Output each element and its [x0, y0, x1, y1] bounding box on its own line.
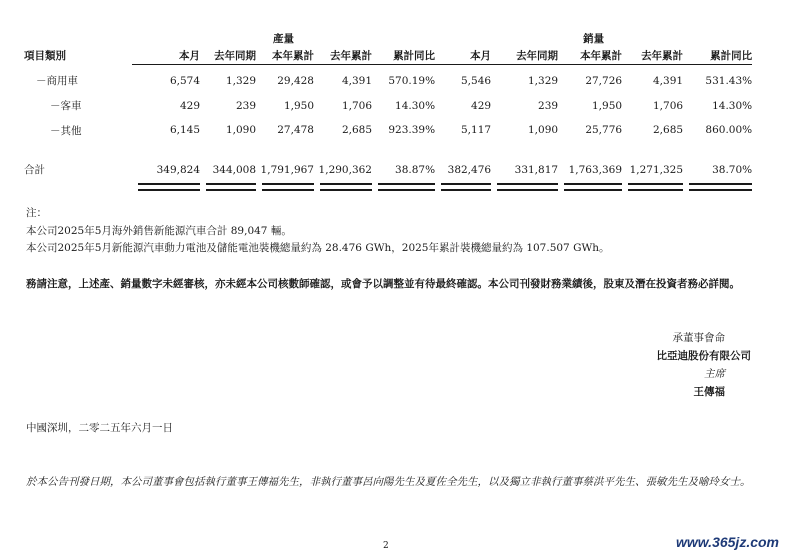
note-line-1: 本公司2025年5月海外銷售新能源汽車合計 89,047 輛。 — [26, 225, 292, 237]
table-cell: 429 — [471, 99, 492, 112]
table-cell: 429 — [179, 99, 200, 112]
table-cell: 2,685 — [341, 124, 372, 136]
signature-title: 主席 — [704, 368, 725, 380]
table-cell: 6,574 — [169, 74, 200, 87]
table-cell: 27,478 — [277, 124, 314, 136]
table-cell: 239 — [235, 99, 256, 112]
watermark: www.365jz.com — [676, 534, 779, 550]
signature-company: 比亞迪股份有限公司 — [656, 350, 751, 362]
board-composition-footnote: 於本公告刊發日期，本公司董事會包括執行董事王傳福先生，非執行董事呂向陽先生及夏佐全先生，以及獨立非執行董事蔡洪平先生、張敏先生及喻玲女士。 — [26, 476, 751, 488]
row-label: －其他 — [50, 124, 82, 137]
table-cell: 2,685 — [653, 124, 684, 136]
disclaimer-paragraph: 務請注意，上述產、銷量數字未經審核，亦未經本公司核數師確認，或會予以調整並有待最終確認。本公司刊發財務業績後，股東及潛在投資者務必詳閱。 — [26, 278, 740, 290]
table-cell: 27,726 — [585, 74, 623, 87]
table-cell: 1,706 — [341, 99, 372, 112]
table-cell: 1,271,325 — [629, 163, 684, 176]
column-header-row — [24, 47, 752, 65]
column-header: 項目類別 — [24, 50, 66, 63]
table-cell: 1,950 — [592, 99, 623, 112]
column-header: 去年同期 — [200, 47, 256, 65]
table-cell: 1,290,362 — [318, 163, 372, 176]
column-header: 本年累計 — [558, 47, 622, 65]
table-cell: 344,008 — [212, 163, 256, 176]
column-header: 去年累計 — [314, 47, 372, 65]
table-cell: 570.19% — [388, 74, 436, 87]
table-cell: 531.43% — [705, 74, 753, 87]
table-cell: 923.39% — [388, 124, 436, 136]
column-header: 累計同比 — [683, 47, 752, 65]
table-row — [24, 92, 752, 119]
table-cell: 5,117 — [461, 124, 492, 136]
page-number: 2 — [383, 541, 389, 551]
table-cell: 6,145 — [169, 124, 200, 136]
table-cell: 5,546 — [461, 74, 492, 87]
table-cell: 1,090 — [528, 124, 559, 136]
table-cell: 1,763,369 — [568, 163, 623, 176]
row-label: 合計 — [24, 164, 45, 176]
table-cell: 239 — [538, 99, 559, 112]
column-header: 本年累計 — [256, 47, 314, 65]
note-line-2: 本公司2025年5月新能源汽車動力電池及儲能電池裝機總量約為 28.476 GWh，2025年累計裝機總量約為 107.507 GWh。 — [26, 242, 610, 254]
total-row — [24, 161, 752, 178]
table-cell: 349,824 — [156, 163, 200, 176]
total-double-underline — [24, 178, 752, 195]
table-cell: 1,950 — [283, 99, 314, 112]
place-date: 中國深圳，二零二五年六月一日 — [26, 422, 173, 434]
column-header: 本月 — [435, 47, 491, 65]
table-cell: 4,391 — [653, 74, 684, 87]
group-sales-header: 銷量 — [583, 33, 605, 45]
signature-by-order: 承董事會命 — [672, 332, 725, 344]
row-label: －商用車 — [36, 75, 78, 87]
column-header: 去年累計 — [622, 47, 683, 65]
table-cell: 14.30% — [395, 99, 436, 112]
notes-heading: 注： — [26, 207, 47, 219]
table-cell: 1,329 — [528, 74, 559, 87]
row-label: －客車 — [50, 100, 82, 112]
table-cell: 331,817 — [514, 163, 559, 176]
table-cell: 4,391 — [341, 74, 372, 87]
table-cell: 1,791,967 — [260, 163, 314, 176]
table-cell: 14.30% — [712, 99, 753, 112]
table-cell: 860.00% — [705, 124, 753, 136]
table-cell: 382,476 — [447, 163, 492, 176]
table-cell: 1,329 — [225, 74, 256, 87]
table-cell: 38.70% — [712, 163, 753, 176]
table-cell: 1,706 — [653, 99, 684, 112]
column-header: 累計同比 — [372, 47, 435, 65]
signature-name: 王傳福 — [693, 386, 725, 398]
table-cell: 38.87% — [395, 163, 436, 176]
table-row — [24, 119, 752, 141]
table-cell: 25,776 — [585, 124, 623, 136]
column-header: 本月 — [132, 47, 200, 65]
table-cell: 1,090 — [225, 124, 256, 136]
production-sales-table — [24, 30, 752, 195]
table-cell: 29,428 — [277, 74, 314, 87]
column-header: 去年同期 — [491, 47, 558, 65]
table-row — [24, 69, 752, 92]
group-production-header: 產量 — [273, 33, 295, 45]
